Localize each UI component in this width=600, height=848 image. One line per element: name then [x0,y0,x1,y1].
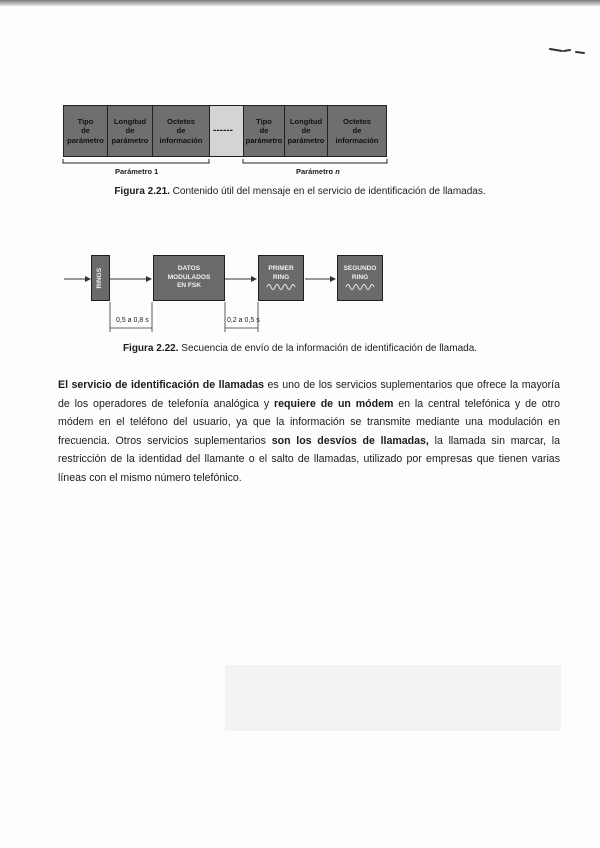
first-ring-box: PRIMER RING [258,255,304,301]
figure-2-22 [0,240,600,335]
param-brackets [0,157,600,167]
ring-wave-icon [345,282,375,291]
rings-box: RINGS [91,255,110,301]
param-n-label: Parámetro n [296,167,340,176]
param-1-label: Parámetro 1 [115,167,159,176]
ellipsis-dashes: ------ [213,125,233,136]
ring-wave-icon [266,282,296,291]
cell-octetos-informacion-1: Octetos de información [152,105,210,157]
second-ring-box: SEGUNDO RING [337,255,383,301]
cell-longitud-parametro-1: Longitud de parámetro [107,105,153,157]
figure-2-21-caption: Figura 2.21. Contenido útil del mensaje en el servicio de identificación de llamadas. [114,186,486,197]
scan-top-edge [0,0,600,6]
interval-label-1: 0,5 a 0,8 s [116,317,149,324]
body-paragraph: El servicio de identificación de llamadas es uno de los servicios suplementarios que ofrece la mayoría de los operadores de telefonía analógica y requiere de un módem en la central telefónica y de otro módem en el teléfono del usuario, ya que la información se transmite mediante una modulación en frecuencia. Otros servicios suplementarios son los desvíos de llamadas, la llamada sin marcar, la restricción de la identidad del llamante o el salto de llamadas, utilizado por empresas que tienen varias líneas con el mismo número telefónico. [58,379,560,484]
fsk-data-box: DATOS MODULADOS EN FSK [153,255,225,301]
interval-label-2: 0,2 a 0,5 s [227,317,260,324]
cell-longitud-parametro-n: Longitud de parámetro [284,105,328,157]
bleed-through-shadow [225,665,561,731]
cell-octetos-informacion-n: Octetos de información [327,105,387,157]
cell-tipo-parametro-1: Tipo de parámetro [63,105,108,157]
cell-tipo-parametro-n: Tipo de parámetro [243,105,285,157]
figure-2-22-caption: Figura 2.22. Secuencia de envío de la información de identificación de llamada. [122,343,478,354]
pen-mark [548,44,588,56]
